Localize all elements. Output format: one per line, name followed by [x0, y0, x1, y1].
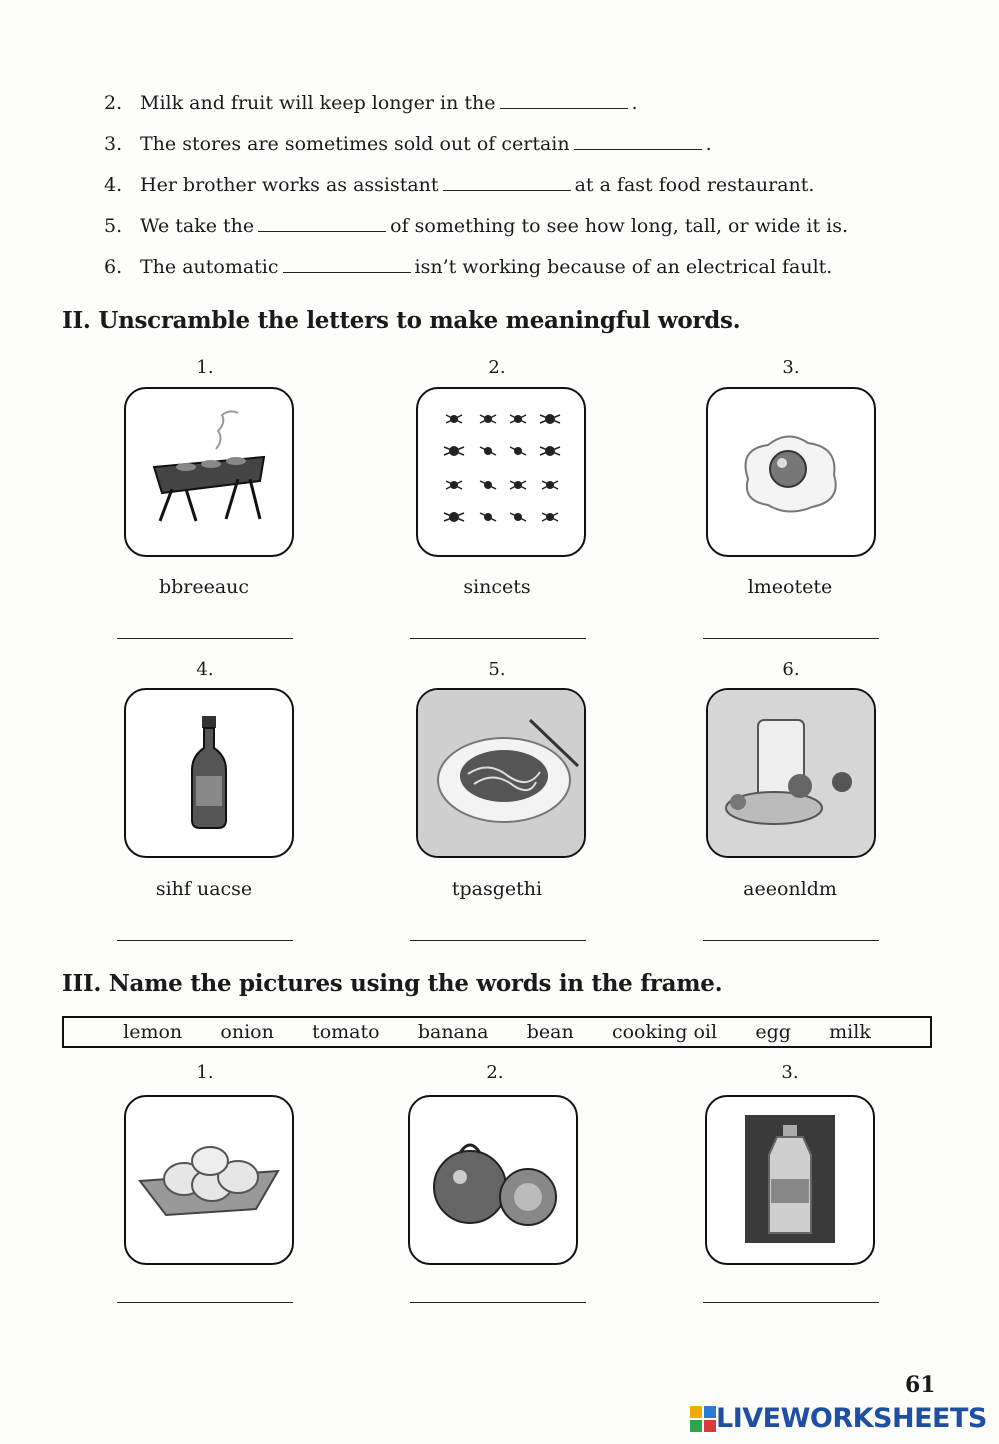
word-bank-item: egg [755, 1021, 791, 1043]
spaghetti-plate-icon [418, 690, 584, 856]
picture-number: 2. [488, 357, 506, 378]
word-bank-item: onion [220, 1021, 274, 1043]
sentence-3: 3. The stores are sometimes sold out of certain . [104, 133, 712, 155]
section-3-heading: III. Name the pictures using the words in the frame. [62, 970, 723, 997]
picture-number: 3. [782, 357, 800, 378]
picture-frame-oil [705, 1095, 875, 1265]
picture-frame-sauce [124, 688, 294, 858]
picture-frame-lemons [124, 1095, 294, 1265]
scrambled-word: aeeonldm [743, 878, 837, 900]
tomatoes-icon [410, 1097, 576, 1263]
liveworksheets-logo [690, 1403, 987, 1434]
word-bank-item: bean [526, 1021, 574, 1043]
sentence-6-blank[interactable] [283, 254, 411, 273]
answer-input-3[interactable] [703, 612, 879, 639]
sentence-5-blank[interactable] [258, 213, 386, 232]
picture-frame-lemonade [706, 688, 876, 858]
answer-input-4[interactable] [117, 914, 293, 941]
scrambled-word: lmeotete [747, 576, 833, 598]
picture-number: 1. [196, 357, 214, 378]
picture-frame-egg [706, 387, 876, 557]
picture-answer-input-3[interactable] [703, 1276, 879, 1303]
picture-number: 4. [196, 659, 214, 680]
answer-input-5[interactable] [410, 914, 586, 941]
sauce-bottle-icon [126, 690, 292, 856]
word-bank-item: cooking oil [611, 1021, 718, 1043]
lemonade-icon [708, 690, 874, 856]
word-bank-item: milk [829, 1021, 871, 1043]
page-number: 61 [905, 1372, 936, 1398]
word-bank-item: tomato [312, 1021, 380, 1043]
answer-input-2[interactable] [410, 612, 586, 639]
picture-frame-spaghetti [416, 688, 586, 858]
sentence-5: 5. We take the of something to see how long, tall, or wide it is. [104, 215, 849, 237]
sentence-4-blank[interactable] [443, 172, 571, 191]
word-bank-item: banana [417, 1021, 489, 1043]
word-bank-item: lemon [123, 1021, 183, 1043]
sentence-2: 2. Milk and fruit will keep longer in the . [104, 92, 638, 114]
brand-name: LIVEWORKSHEETS [716, 1403, 987, 1434]
picture-answer-input-1[interactable] [117, 1276, 293, 1303]
scrambled-word: sincets [463, 576, 531, 598]
picture-number: 6. [782, 659, 800, 680]
sentence-3-blank[interactable] [574, 131, 702, 150]
picture-number: 1. [196, 1062, 214, 1083]
scrambled-word: bbreeauc [158, 576, 250, 598]
lemons-in-bowl-icon [126, 1097, 292, 1263]
insects-icon [418, 389, 584, 555]
oil-bottle-icon [707, 1097, 873, 1263]
answer-input-6[interactable] [703, 914, 879, 941]
scrambled-word: sihf uacse [155, 878, 253, 900]
fried-egg-icon [708, 389, 874, 555]
sentence-2-blank[interactable] [500, 90, 628, 109]
scrambled-word: tpasgethi [451, 878, 543, 900]
picture-answer-input-2[interactable] [410, 1276, 586, 1303]
picture-frame-barbecue [124, 387, 294, 557]
picture-number: 3. [781, 1062, 799, 1083]
barbecue-grill-icon [126, 389, 292, 555]
picture-frame-tomatoes [408, 1095, 578, 1265]
word-bank [62, 1016, 932, 1048]
picture-frame-insects [416, 387, 586, 557]
sentence-6: 6. The automatic isn’t working because of an electrical fault. [104, 256, 833, 278]
picture-number: 5. [488, 659, 506, 680]
section-2-heading: II. Unscramble the letters to make meaningful words. [62, 307, 741, 334]
picture-number: 2. [486, 1062, 504, 1083]
sentence-4: 4. Her brother works as assistant at a fast food restaurant. [104, 174, 815, 196]
liveworksheets-logo-icon [690, 1406, 716, 1432]
answer-input-1[interactable] [117, 612, 293, 639]
